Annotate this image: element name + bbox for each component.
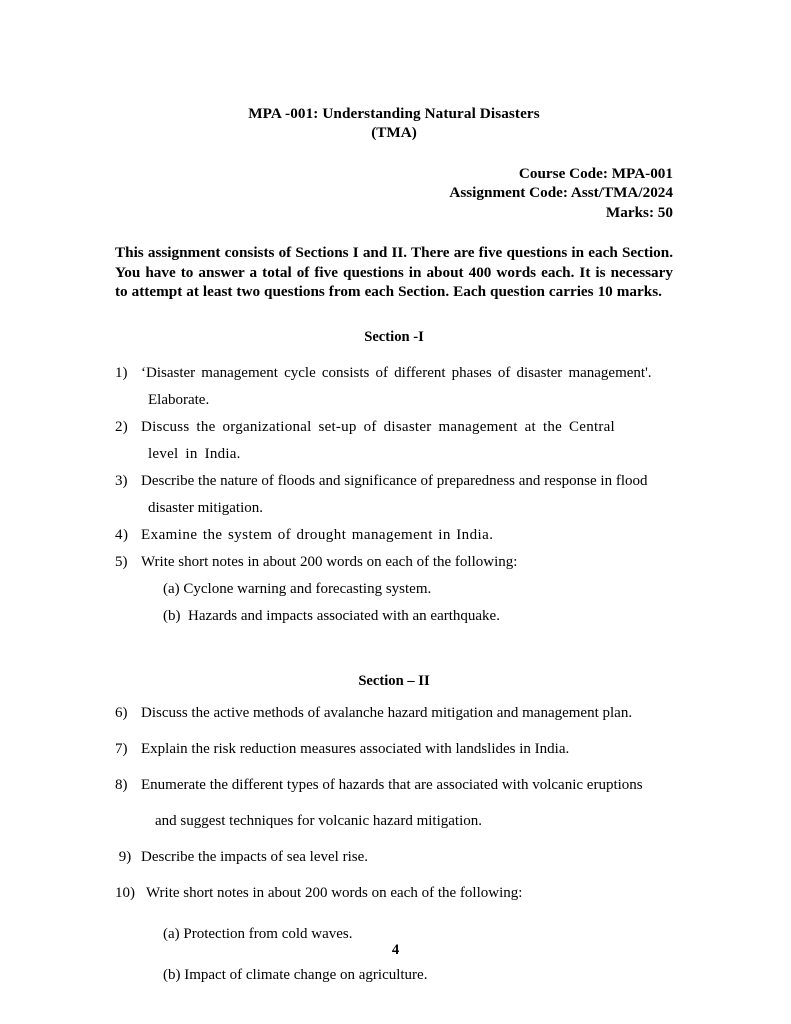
- question-item: [115, 468, 673, 522]
- page-number: 4: [391, 942, 400, 958]
- subitem-b: (b) Impact of climate change on agriculture.: [163, 967, 428, 983]
- question-continuation: level in India.: [148, 446, 241, 462]
- question-number: 5): [115, 554, 128, 570]
- section-heading-2: Section – II: [358, 673, 430, 689]
- question-text: Explain the risk reduction measures associated with landslides in India.: [141, 741, 570, 757]
- page-subtitle: (TMA): [371, 124, 417, 141]
- question-item: [115, 774, 673, 832]
- subitem-b: (b) Hazards and impacts associated with an earthquake.: [163, 608, 500, 624]
- section-1-questions: [115, 360, 673, 630]
- question-number: 10): [115, 885, 135, 901]
- question-item: [115, 738, 673, 760]
- question-number: 8): [115, 777, 128, 793]
- question-number: 7): [115, 741, 128, 757]
- question-item: [115, 522, 673, 549]
- question-subitems: [115, 576, 673, 630]
- question-number: 9): [115, 849, 132, 865]
- question-item: [115, 360, 673, 414]
- course-code: Course Code: MPA-001: [518, 165, 673, 182]
- question-text: Examine the system of drought management in India.: [141, 527, 494, 543]
- question-item: [115, 549, 673, 576]
- subitem-a: (a) Protection from cold waves.: [163, 926, 353, 942]
- instructions-paragraph: This assignment consists of Sections I and II. There are five questions in each Section. You have to answer a total of five questions in about 400 words each. It is necessary to attempt at least two questions from each Section. Each question carries 10 marks.: [115, 244, 673, 301]
- question-item: [115, 846, 673, 868]
- assignment-meta-block: [115, 164, 673, 222]
- question-item: [115, 882, 673, 904]
- question-item: [115, 414, 673, 468]
- question-text: Describe the nature of floods and significance of preparedness and response in flood: [141, 473, 648, 489]
- question-continuation: Elaborate.: [148, 392, 210, 408]
- question-number: 6): [115, 705, 128, 721]
- question-continuation: disaster mitigation.: [148, 500, 263, 516]
- question-text: Write short notes in about 200 words on each of the following:: [146, 885, 523, 901]
- marks: Marks: 50: [605, 203, 673, 221]
- question-continuation: and suggest techniques for volcanic hazard mitigation.: [155, 813, 482, 829]
- question-number: 4): [115, 527, 129, 543]
- question-number: 3): [115, 473, 128, 489]
- page-title: MPA -001: Understanding Natural Disasters: [248, 105, 540, 122]
- question-number: 2): [115, 419, 128, 435]
- question-item: [115, 702, 673, 724]
- question-text: Discuss the organizational set-up of disaster management at the Central: [141, 419, 615, 435]
- question-text: Enumerate the different types of hazards that are associated with volcanic eruptions: [141, 777, 643, 793]
- assignment-code: Assignment Code: Asst/TMA/2024: [449, 184, 673, 202]
- question-number: 1): [115, 365, 128, 381]
- document-body: [115, 104, 673, 986]
- question-text: Write short notes in about 200 words on each of the following:: [141, 554, 518, 570]
- subitem-a: (a) Cyclone warning and forecasting system.: [163, 581, 432, 597]
- question-text: ‘Disaster management cycle consists of different phases of disaster management'.: [141, 365, 652, 381]
- section-heading-1: Section -I: [364, 329, 424, 345]
- question-text: Describe the impacts of sea level rise.: [141, 849, 368, 865]
- question-text: Discuss the active methods of avalanche hazard mitigation and management plan.: [141, 705, 633, 721]
